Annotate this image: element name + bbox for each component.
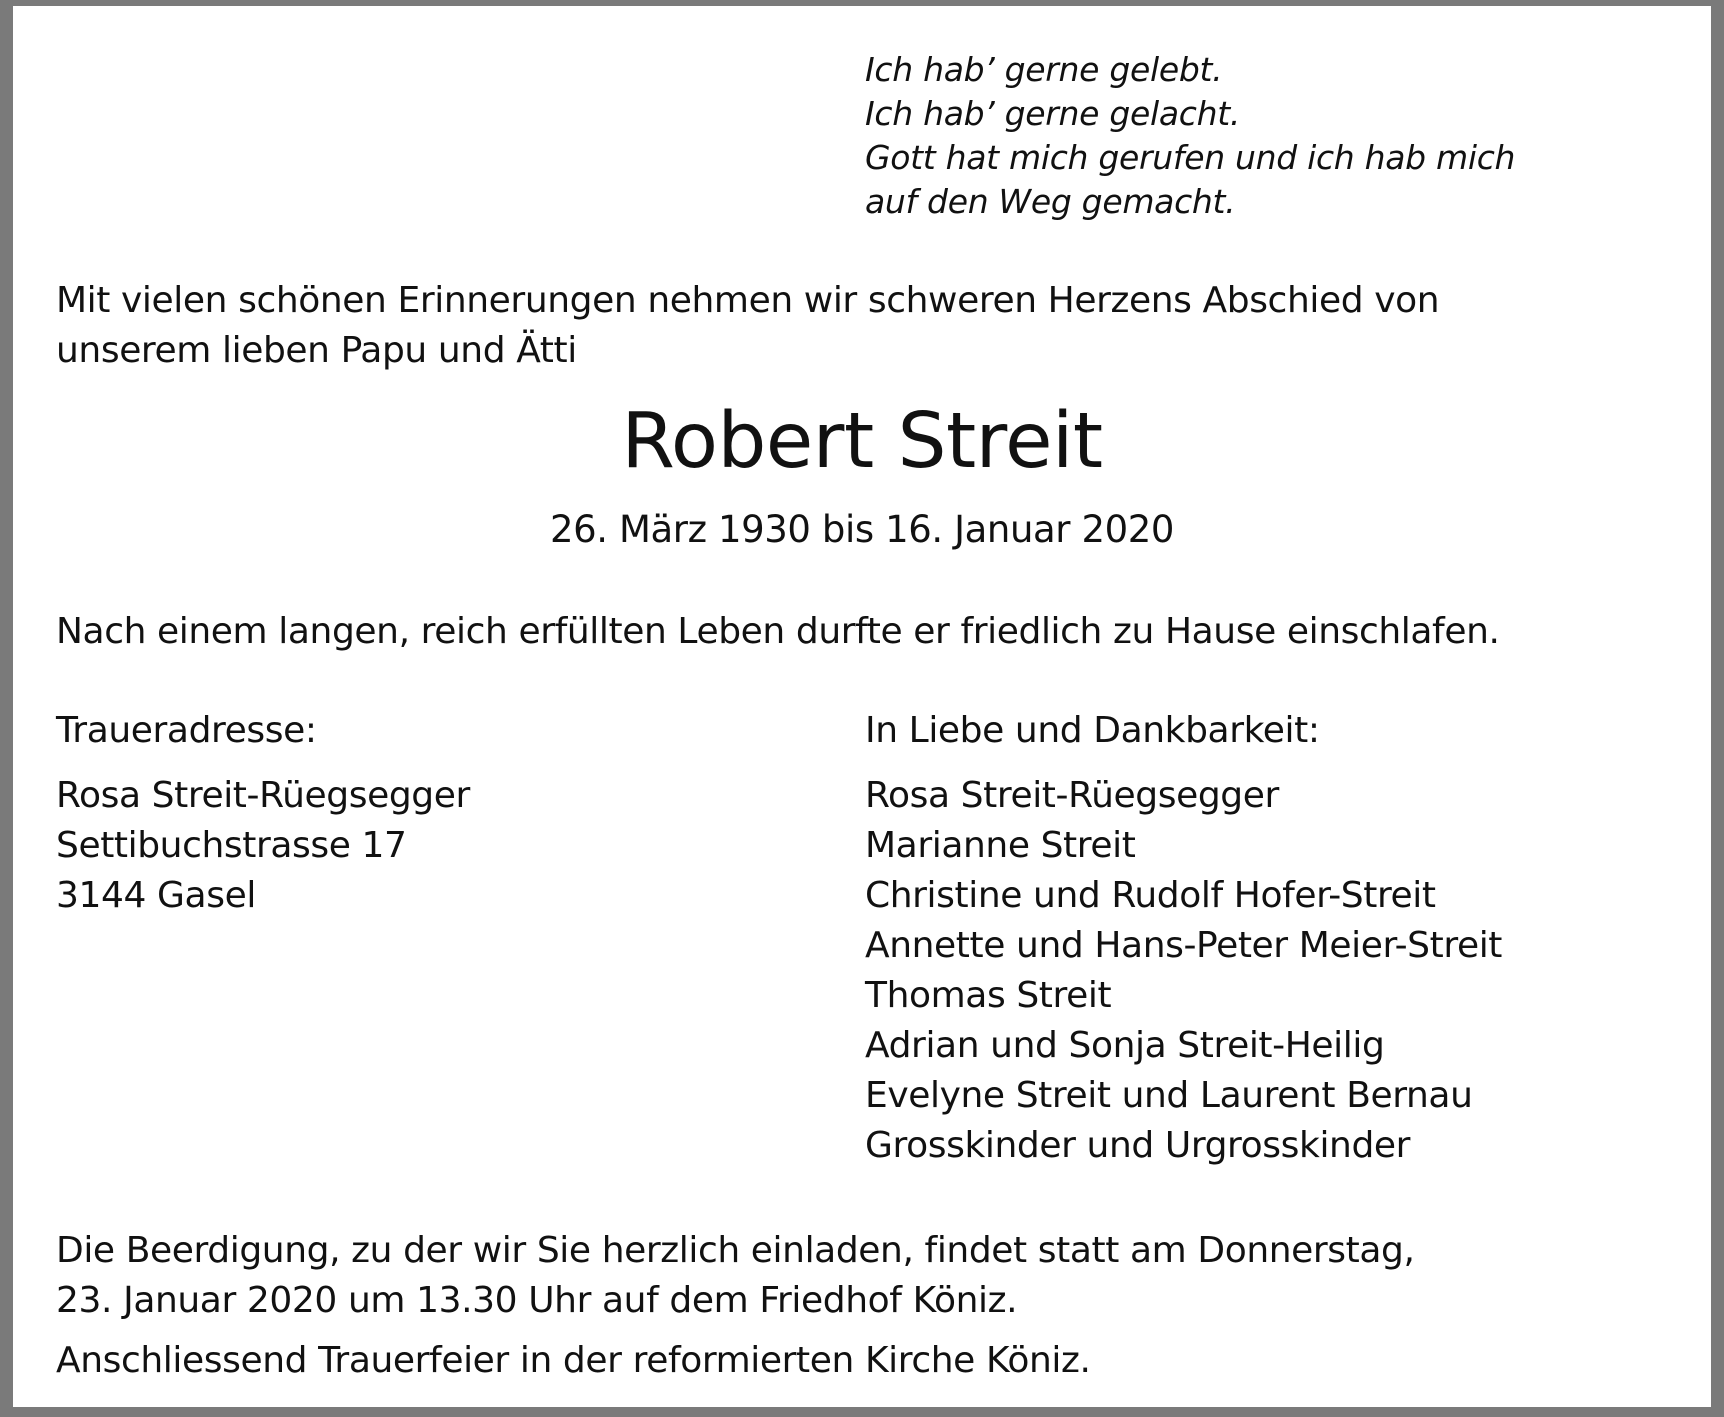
mourner-line: Thomas Streit bbox=[865, 975, 1112, 1016]
mourner-line: Annette und Hans-Peter Meier-Streit bbox=[865, 925, 1503, 966]
intro-line: unserem lieben Papu und Ätti bbox=[56, 330, 577, 371]
address-line: Rosa Streit-Rüegsegger bbox=[56, 775, 470, 816]
mourners-list bbox=[865, 771, 1502, 1171]
intro-line: Mit vielen schönen Erinnerungen nehmen wir schweren Herzens Abschied von bbox=[56, 280, 1440, 321]
mourning-address bbox=[56, 771, 470, 921]
poem-line: auf den Weg gemacht. bbox=[865, 182, 1236, 221]
mourners-heading: In Liebe und Dankbarkeit: bbox=[865, 710, 1320, 751]
mourning-address-heading: Traueradresse: bbox=[56, 710, 317, 751]
memorial-service-info: Anschliessend Trauerfeier in der reformierten Kirche Köniz. bbox=[56, 1340, 1091, 1381]
poem-line: Gott hat mich gerufen und ich hab mich bbox=[865, 138, 1516, 177]
poem-line: Ich hab’ gerne gelebt. bbox=[865, 50, 1223, 89]
life-dates: 26. März 1930 bis 16. Januar 2020 bbox=[549, 508, 1175, 551]
funeral-info bbox=[56, 1226, 1415, 1326]
passing-text: Nach einem langen, reich erfüllten Leben durfte er friedlich zu Hause einschlafen. bbox=[56, 611, 1500, 652]
mourner-line: Rosa Streit-Rüegsegger bbox=[865, 775, 1279, 816]
deceased-name: Robert Streit bbox=[621, 397, 1103, 486]
address-line: 3144 Gasel bbox=[56, 875, 256, 916]
mourner-line: Christine und Rudolf Hofer-Streit bbox=[865, 875, 1436, 916]
mourner-line: Grosskinder und Urgrosskinder bbox=[865, 1125, 1411, 1166]
intro-text bbox=[56, 276, 1439, 376]
poem-line: Ich hab’ gerne gelacht. bbox=[865, 94, 1241, 133]
mourner-line: Marianne Streit bbox=[865, 825, 1136, 866]
funeral-line: 23. Januar 2020 um 13.30 Uhr auf dem Friedhof Köniz. bbox=[56, 1280, 1018, 1321]
address-line: Settibuchstrasse 17 bbox=[56, 825, 407, 866]
poem bbox=[865, 48, 1515, 224]
funeral-line: Die Beerdigung, zu der wir Sie herzlich einladen, findet statt am Donnerstag, bbox=[56, 1230, 1415, 1271]
mourner-line: Adrian und Sonja Streit-Heilig bbox=[865, 1025, 1385, 1066]
mourner-line: Evelyne Streit und Laurent Bernau bbox=[865, 1075, 1473, 1116]
